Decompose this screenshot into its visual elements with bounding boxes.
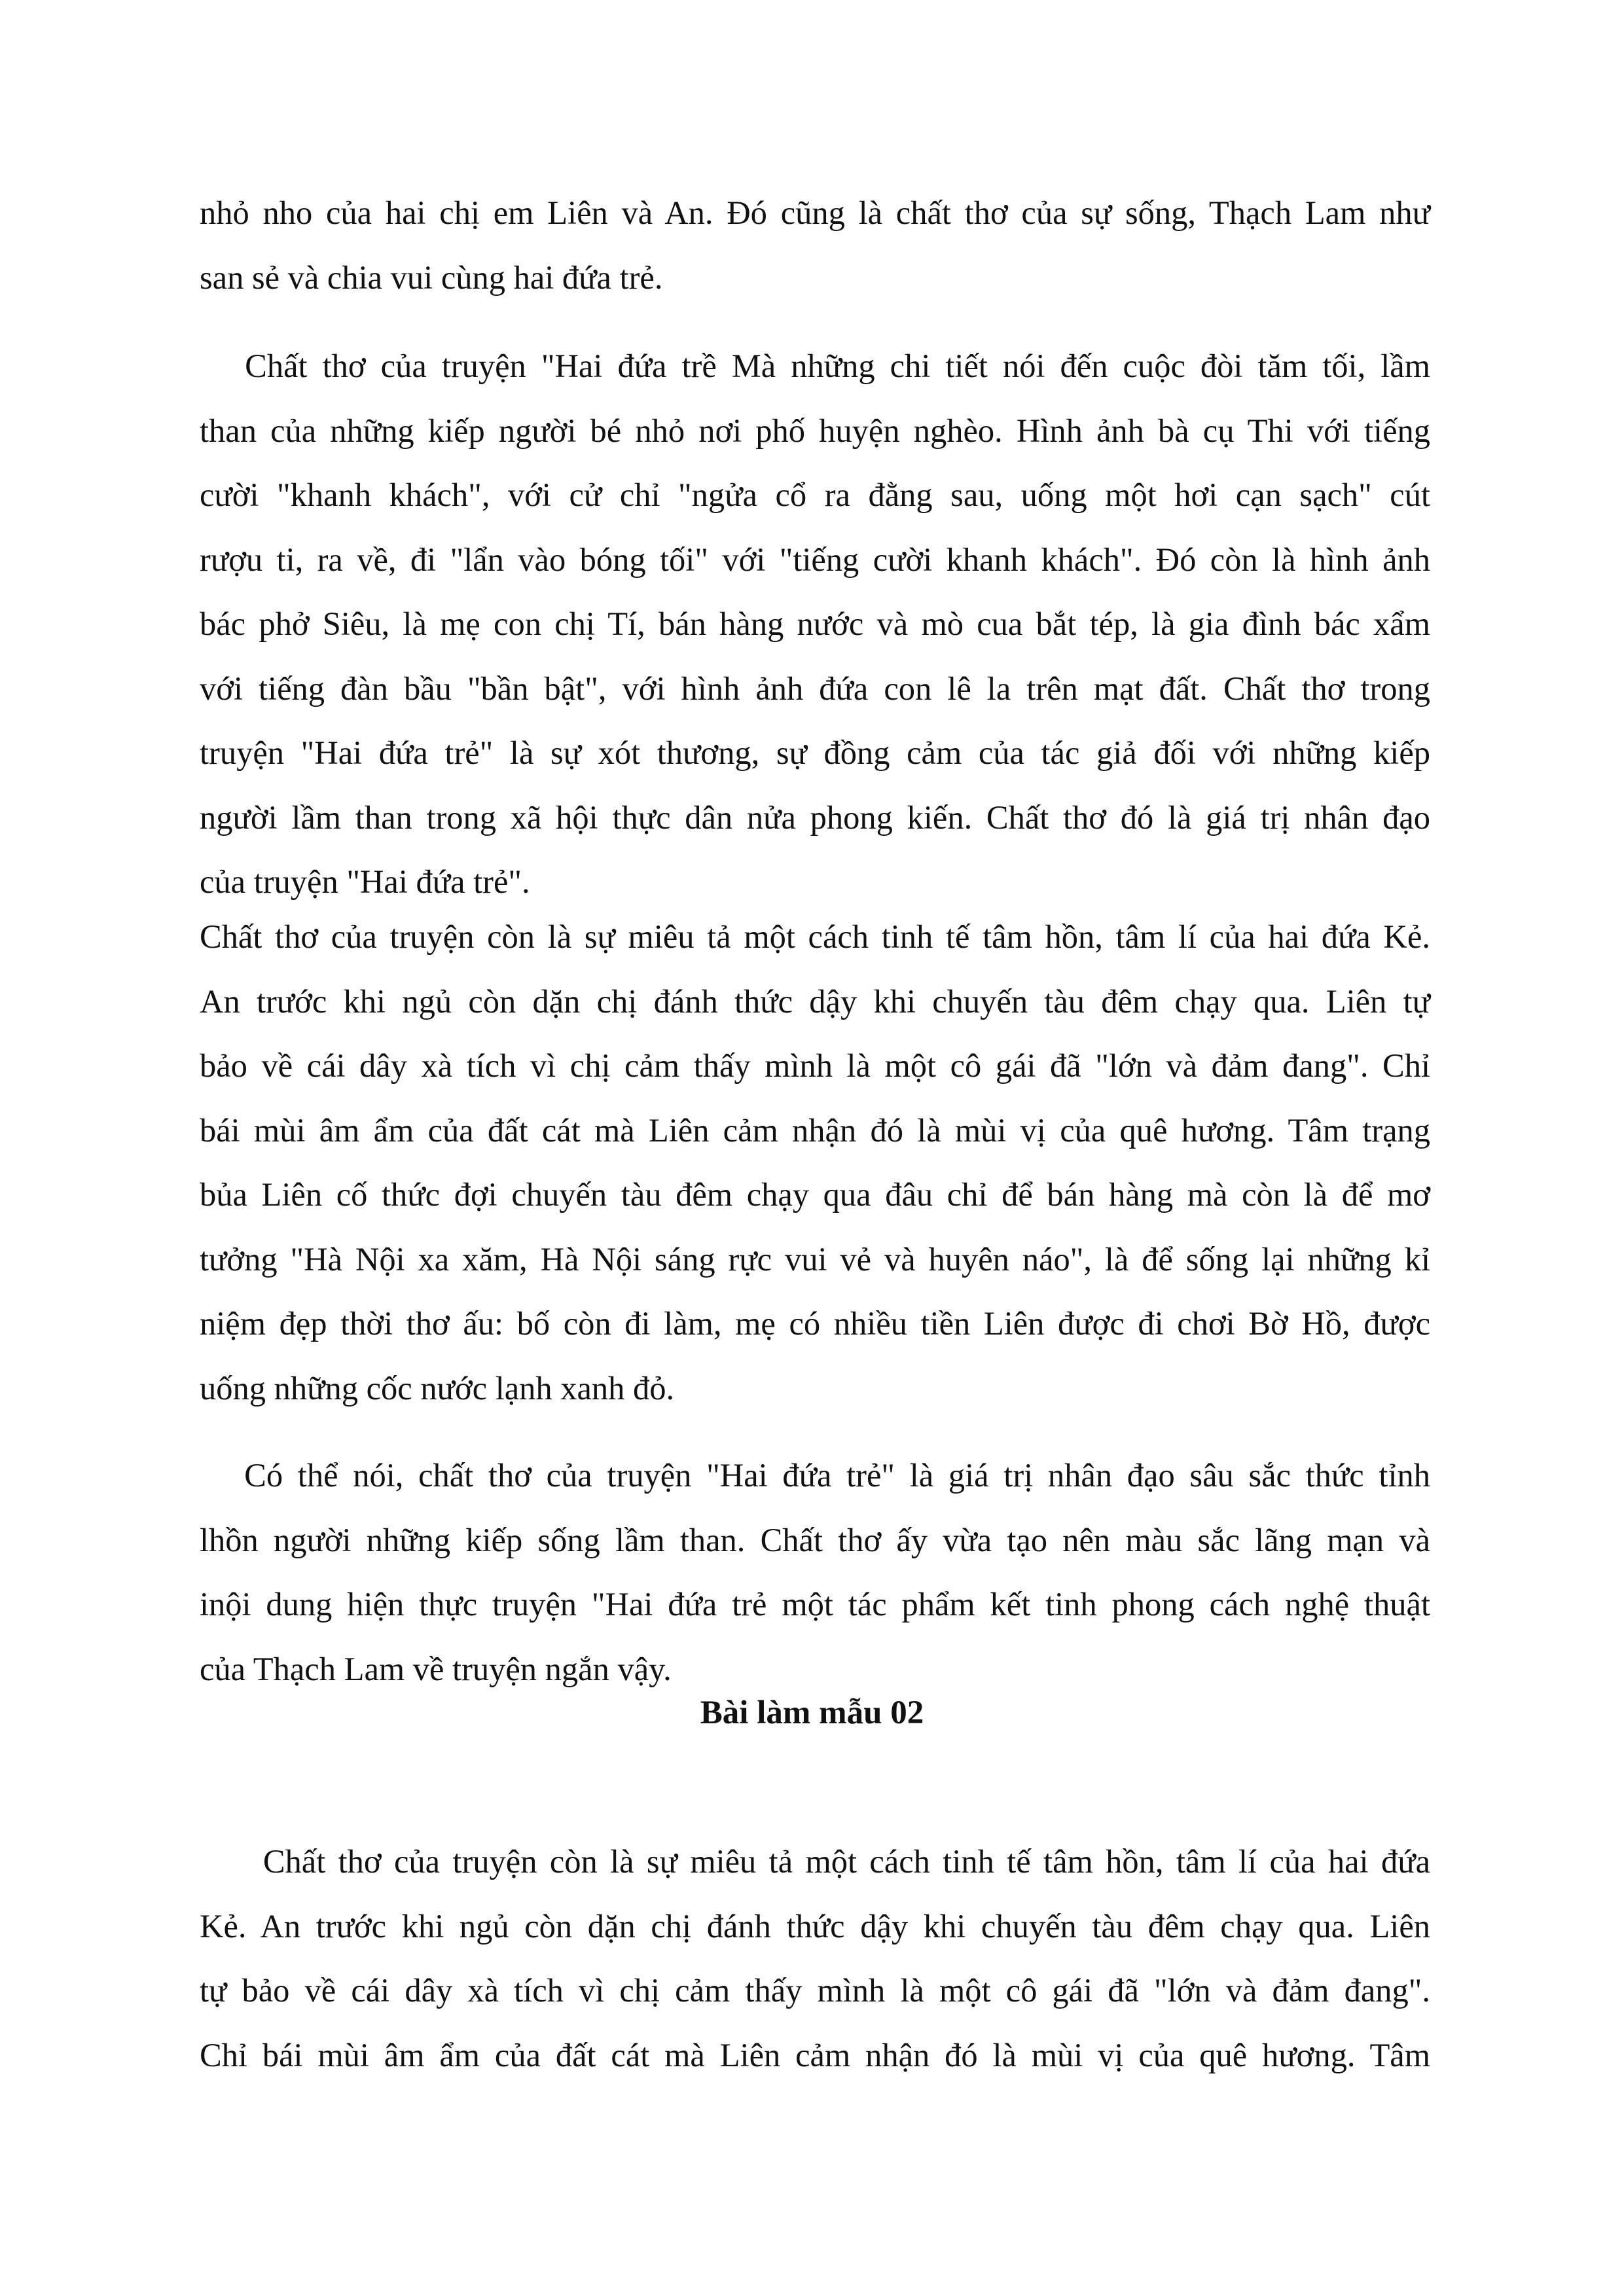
paragraph-line: tưởng "Hà Nội xa xăm, Hà Nội sáng rực vui vẻ và huyên náo", là để sống lại những kỉ — [200, 1240, 1430, 1278]
paragraph-line: tự bảo về cái dây xà tích vì chị cảm thấy mình là một cô gái đã "lớn và đảm đang". — [200, 1972, 1430, 2009]
paragraph-line: Kẻ. An trước khi ngủ còn dặn chị đánh thức dậy khi chuyến tàu đêm chạy qua. Liên — [200, 1907, 1430, 1945]
paragraph-line: lhồn người những kiếp sống lầm than. Chất thơ ấy vừa tạo nên màu sắc lãng mạn và — [200, 1521, 1430, 1558]
paragraph-line: Chỉ bái mùi âm ẩm của đất cát mà Liên cảm nhận đó là mùi vị của quê hương. Tâm — [200, 2036, 1430, 2073]
paragraph-line: nhỏ nho của hai chị em Liên và An. Đó cũng là chất thơ của sự sống, Thạch Lam như — [200, 194, 1430, 231]
paragraph-line: An trước khi ngủ còn dặn chị đánh thức dậy khi chuyến tàu đêm chạy qua. Liên tự — [200, 982, 1430, 1020]
paragraph-line: Có thể nói, chất thơ của truyện "Hai đứa trẻ" là giá trị nhân đạo sâu sắc thức tỉnh — [200, 1457, 1430, 1494]
paragraph-line: cười "khanh khách", với cử chỉ "ngửa cổ ra đằng sau, uống một hơi cạn sạch" cút — [200, 476, 1430, 513]
paragraph-line: inội dung hiện thực truyện "Hai đứa trẻ một tác phẩm kết tinh phong cách nghệ thuật — [200, 1586, 1430, 1623]
paragraph-5 — [200, 1829, 1430, 2087]
paragraph-line: bác phở Siêu, là mẹ con chị Tí, bán hàng nước và mò cua bắt tép, là gia đình bác xẩm — [200, 605, 1430, 642]
paragraph-line: của Thạch Lam về truyện ngắn vậy. — [200, 1650, 672, 1687]
paragraph-4 — [200, 1443, 1430, 1701]
paragraph-line: bủa Liên cố thức đợi chuyến tàu đêm chạy qua đâu chỉ để bán hàng mà còn là để mơ — [200, 1176, 1430, 1213]
paragraph-line: san sẻ và chia vui cùng hai đứa trẻ. — [200, 259, 663, 296]
paragraph-line: bái mùi âm ẩm của đất cát mà Liên cảm nhận đó là mùi vị của quê hương. Tâm trạng — [200, 1111, 1430, 1149]
paragraph-line: Chất thơ của truyện còn là sự miêu tả một cách tinh tế tâm hồn, tâm lí của hai đứa Kẻ. — [200, 918, 1430, 955]
paragraph-line: rượu ti, ra về, đi "lẩn vào bóng tối" với "tiếng cười khanh khách". Đó còn là hình ảnh — [200, 541, 1430, 578]
paragraph-line: truyện "Hai đứa trẻ" là sự xót thương, sự đồng cảm của tác giả đối với những kiếp — [200, 734, 1430, 771]
paragraph-line: của truyện "Hai đứa trẻ". — [200, 863, 530, 900]
paragraph-3 — [200, 905, 1430, 1420]
paragraph-1 — [200, 181, 1430, 310]
paragraph-line: Chất thơ của truyện "Hai đứa trề Mà những chi tiết nói đến cuộc đòi tăm tối, lầm — [200, 348, 1430, 384]
paragraph-line: Chất thơ của truyện còn là sự miêu tả một cách tinh tế tâm hồn, tâm lí của hai đứa — [200, 1843, 1430, 1880]
paragraph-line: người lầm than trong xã hội thực dân nửa phong kiến. Chất thơ đó là giá trị nhân đạo — [200, 798, 1430, 836]
paragraph-line: với tiếng đàn bầu "bần bật", với hình ảnh đứa con lê la trên mạt đất. Chất thơ trong — [200, 670, 1430, 707]
paragraph-line: bảo về cái dây xà tích vì chị cảm thấy mình là một cô gái đã "lớn và đảm đang". Chỉ — [200, 1047, 1430, 1084]
paragraph-2 — [200, 334, 1430, 914]
section-heading: Bài làm mẫu 02 — [700, 1695, 924, 1731]
paragraph-line: niệm đẹp thời thơ ấu: bố còn đi làm, mẹ có nhiều tiền Liên được đi chơi Bờ Hồ, được — [200, 1305, 1430, 1342]
paragraph-line: uống những cốc nước lạnh xanh đỏ. — [200, 1369, 675, 1407]
paragraph-line: than của những kiếp người bé nhỏ nơi phố huyện nghèo. Hình ảnh bà cụ Thi với tiếng — [200, 412, 1430, 449]
